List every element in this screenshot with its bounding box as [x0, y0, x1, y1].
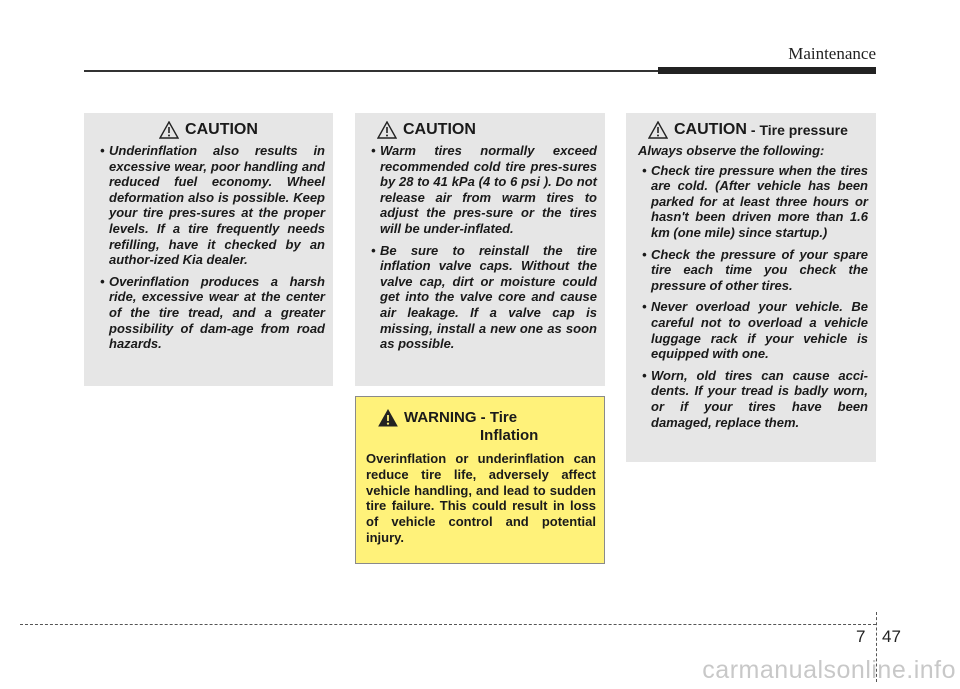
warning-subtitle-line1: - Tire — [480, 409, 518, 426]
caution-triangle-icon — [648, 121, 668, 139]
watermark: carmanualsonline.info — [702, 656, 956, 684]
warning-triangle-icon — [378, 409, 398, 427]
caution-box-warm-tires — [355, 113, 605, 386]
list-item: • Be sure to reinstall the tire inflation valve caps. Without the valve cap, dirt or moisture could get into the valve core and cause air leakage. If a valve cap is missing, install a new one as soon as possible. — [371, 242, 597, 352]
caution-list — [634, 163, 868, 431]
list-item: • Never overload your vehicle. Be careful not to overload a vehicle luggage rack if your vehicle is equipped with one. — [642, 299, 868, 362]
footer-rule — [20, 624, 876, 625]
caution-list — [363, 143, 597, 352]
list-item: • Check the pressure of your spare tire each time you check the pressure of other tires. — [642, 246, 868, 293]
caution-intro: Always observe the following: — [638, 143, 825, 158]
caution-title: CAUTION — [674, 121, 747, 138]
caution-box-underinflation — [84, 113, 333, 386]
list-item: • Warm tires normally exceed recommended cold tire pres-sures by 28 to 41 kPa (4 to 6 psi ). Do not release air from warm tires to adjust the pres-sure or the tires will be under-inflated. — [371, 143, 597, 236]
warning-box-tire-inflation — [355, 396, 605, 564]
warning-subtitle-line2: Inflation — [480, 427, 539, 444]
page-number: 47 — [882, 627, 901, 646]
caution-title: CAUTION — [403, 121, 476, 138]
section-title: Maintenance — [788, 44, 876, 63]
header-rule — [84, 70, 658, 72]
list-item: • Underinflation also results in excessive wear, poor handling and reduced fuel economy. Wheel deformation also is possible. Keep your tire pres-sures at the proper levels. If a tire frequently needs refilling, have it checked by an author-ized Kia dealer. — [100, 143, 325, 268]
warning-label: WARNING — [404, 409, 477, 426]
list-item: • Check tire pressure when the tires are cold. (After vehicle has been parked for at least three hours or hasn't been driven more than 1.6 km (one mile) since startup.) — [642, 162, 868, 240]
caution-triangle-icon — [159, 121, 179, 139]
list-item: • Worn, old tires can cause acci-dents. If your tread is badly worn, or if your tires have been damaged, replace them. — [642, 367, 868, 430]
caution-title-row — [634, 121, 868, 139]
warning-title — [404, 409, 538, 445]
caution-box-tire-pressure — [626, 113, 876, 462]
warning-title-row — [366, 409, 596, 445]
warning-body: Overinflation or underinflation can reduce tire life, adversely affect vehicle handling, and lead to sudden tire failure. This could result in loss of vehicle control and potential injury. — [366, 451, 596, 545]
caution-list — [92, 143, 325, 352]
caution-title-row — [92, 121, 325, 139]
caution-subtitle: - Tire pressure — [750, 122, 848, 138]
caution-triangle-icon — [377, 121, 397, 139]
list-item: • Overinflation produces a harsh ride, excessive wear at the center of the tire tread, and a greater possibility of dam-age from road hazards. — [100, 273, 325, 352]
caution-title-row — [363, 121, 597, 139]
chapter-number: 7 — [856, 627, 866, 646]
header-rule-thick — [658, 67, 876, 74]
caution-title: CAUTION — [185, 121, 258, 138]
